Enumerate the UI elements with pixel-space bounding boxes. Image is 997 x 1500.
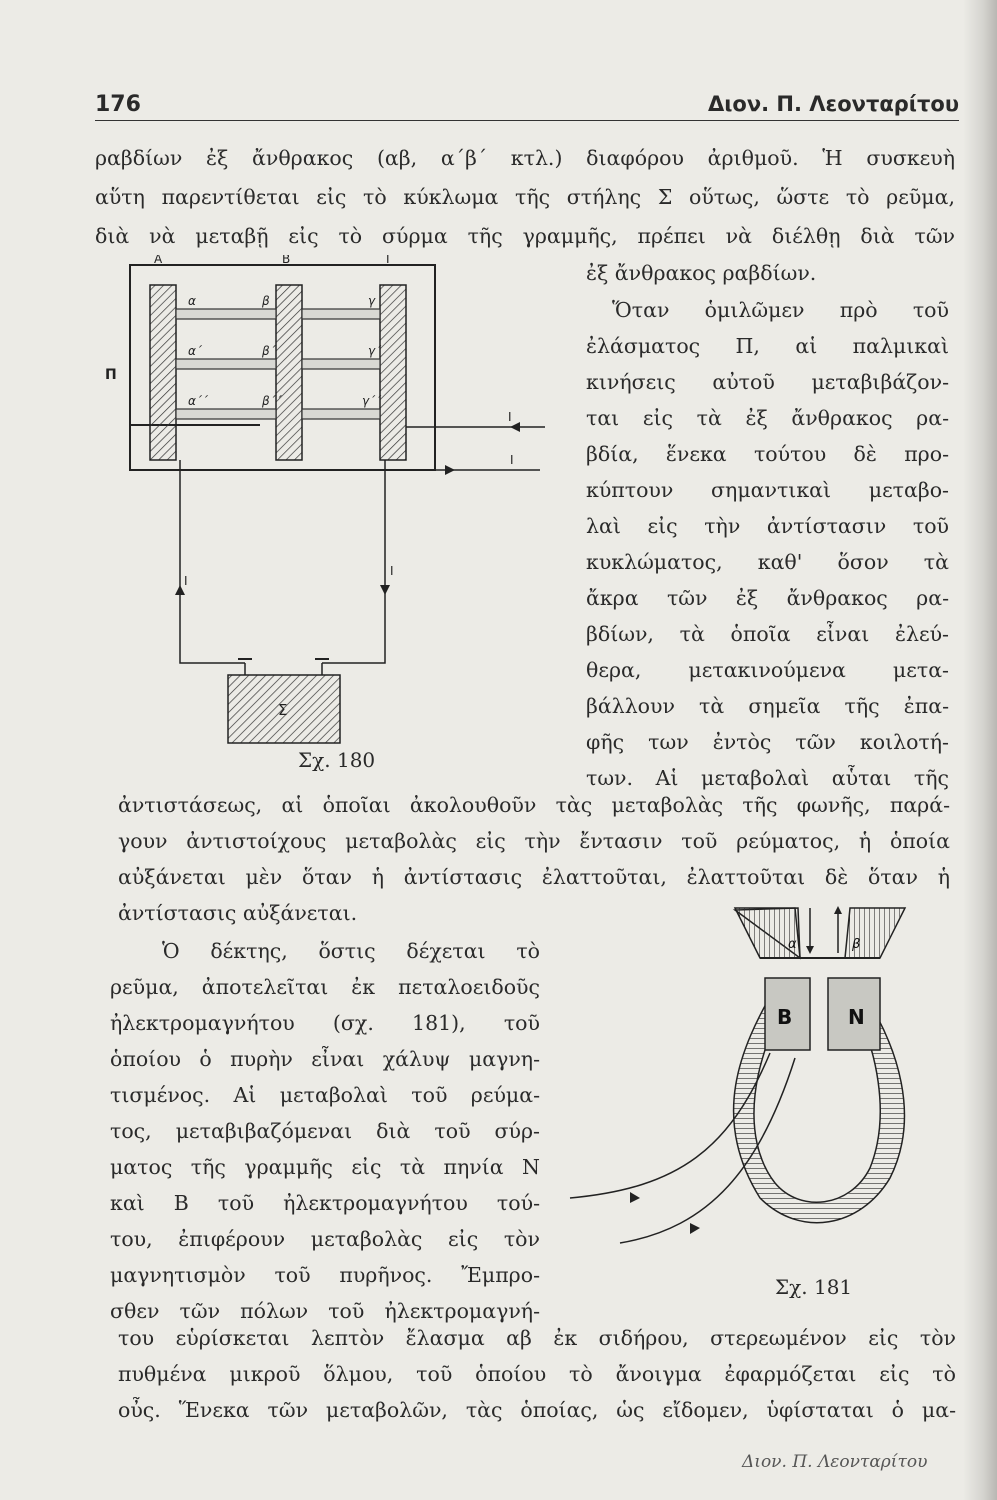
text-line: οὖς. Ἕνεκα τῶν μεταβολῶν, τὰς ὁποίας, ὡς εἴδομεν, ὑφίσταται ὁ μα- (118, 1398, 956, 1422)
text-line: Ὁ δέκτης, ὅστις δέχεται τὸ (162, 939, 540, 963)
fig180-label-g: γ (368, 294, 376, 308)
fig180-label-g1: γ΄ (368, 344, 382, 358)
text-line: ἐξ ἄνθρακος ραβδίων. (586, 261, 817, 285)
fig180-label-G: Γ (386, 255, 393, 266)
fig180-label-g2: γ΄΄ (362, 394, 382, 408)
fig180-label-I: I (508, 410, 512, 424)
page-header (95, 92, 959, 126)
fig180-label-b2: β΄΄ (262, 394, 282, 408)
text-line: ἀντιστάσεως, αἱ ὁποῖαι ἀκολουθοῦν τὰς μεταβολὰς τῆς φωνῆς, παρά- (118, 793, 950, 817)
text-line: διὰ νὰ μεταβῇ εἰς τὸ σύρμα τῆς γραμμῆς, πρέπει νὰ διέλθῃ διὰ τῶν (95, 224, 955, 248)
text-line: μαγνητισμὸν τοῦ πυρῆνος. Ἔμπρο- (110, 1263, 540, 1287)
text-line: γουν ἀντιστοίχους μεταβολὰς εἰς τὴν ἔντασιν τοῦ ρεύματος, ἡ ὁποία (118, 829, 950, 853)
fig180-label-P: Π (105, 367, 117, 383)
text-line: του, ἐπιφέρουν μεταβολὰς εἰς τὸν (110, 1227, 540, 1251)
fig180-label-a2: α΄΄ (188, 394, 208, 408)
text-line: ται εἰς τὰ ἐξ ἄνθρακος ρα- (586, 406, 949, 430)
fig180-label-A: A (154, 255, 163, 266)
header-rule (95, 120, 959, 121)
fig180-label-I: I (390, 564, 394, 578)
text-line: σθεν τῶν πόλων τοῦ ἠλεκτρομαγνή- (110, 1299, 540, 1323)
fig180-label-b: β (262, 294, 270, 308)
fig180-label-a: α (188, 294, 196, 308)
text-line: ἠλεκτρομαγνήτου (σχ. 181), τοῦ (110, 1011, 540, 1035)
text-line: τος, μεταβιβαζόμεναι διὰ τοῦ σύρ- (110, 1119, 540, 1143)
text-line: ἀντίστασις αὐξάνεται. (118, 901, 358, 925)
text-line: πυθμένα μικροῦ ὅλμου, τοῦ ὁποίου τὸ ἄνοιγμα ἐφαρμόζεται εἰς τὸ (118, 1362, 956, 1386)
text-line: κινήσεις αὐτοῦ μεταβιβάζον- (586, 370, 949, 394)
text-line: βάλλουν τὰ σημεῖα τῆς ἐπα- (586, 694, 949, 718)
fig180-label-b1: β΄ (262, 344, 276, 358)
figure-180-caption: Σχ. 180 (298, 748, 376, 772)
text-line: ἄκρα τῶν ἐξ ἄνθρακος ρα- (586, 586, 949, 610)
text-line: βδίων, τὰ ὁποῖα εἶναι ἐλεύ- (586, 622, 949, 646)
owner-stamp: Διον. Π. Λεονταρίτου (742, 1452, 928, 1472)
text-line: φῆς των ἐντὸς τῶν κοιλοτή- (586, 730, 949, 754)
text-line: αὐξάνεται μὲν ὅταν ἡ ἀντίστασις ἐλαττοῦται, ἐλαττοῦται δὲ ὅταν ἡ (118, 865, 950, 889)
fig180-label-I: I (510, 453, 514, 467)
fig181-label-b: β (852, 937, 861, 952)
text-line: κυκλώματος, καθ' ὅσον τὰ (586, 550, 949, 574)
figure-180-circuit (100, 255, 560, 775)
text-line: του εὑρίσκεται λεπτὸν ἔλασμα αβ ἐκ σιδήρου, στερεωμένον εἰς τὸν (118, 1326, 956, 1350)
text-line: καὶ Β τοῦ ἠλεκτρομαγνήτου τού- (110, 1191, 540, 1215)
fig180-label-a1: α΄ (188, 344, 202, 358)
running-head: Διον. Π. Λεονταρίτου (707, 92, 959, 116)
text-line: βδία, ἕνεκα τούτου δὲ προ- (586, 442, 949, 466)
fig181-label-N: Ν (848, 1005, 865, 1029)
figure-181-electromagnet (560, 898, 940, 1258)
text-line: Ὅταν ὁμιλῶμεν πρὸ τοῦ (612, 298, 949, 322)
page-number: 176 (95, 92, 141, 117)
fig180-label-I: I (184, 574, 188, 588)
text-line: ματος τῆς γραμμῆς εἰς τὰ πηνία Ν (110, 1155, 540, 1179)
text-line: των. Αἱ μεταβολαὶ αὗται τῆς (586, 766, 949, 790)
text-line: ἐλάσματος Π, αἱ παλμικαὶ (586, 334, 949, 358)
text-line: κύπτουν σημαντικαὶ μεταβο- (586, 478, 949, 502)
text-line: ὁποίου ὁ πυρὴν εἶναι χάλυψ μαγνη- (110, 1047, 540, 1071)
text-line: λαὶ εἰς τὴν ἀντίστασιν τοῦ (586, 514, 949, 538)
fig181-label-B: Β (777, 1005, 793, 1029)
text-line: αὕτη παρεντίθεται εἰς τὸ κύκλωμα τῆς στήλης Σ οὕτως, ὥστε τὸ ρεῦμα, (95, 185, 955, 209)
figure-181-caption: Σχ. 181 (775, 1275, 853, 1299)
text-line: θερα, μετακινούμενα μετα- (586, 658, 949, 682)
fig180-label-S: Σ (278, 701, 288, 719)
page-edge-shadow (963, 0, 997, 1500)
text-line: ραβδίων ἐξ ἄνθρακος (αβ, α΄β΄ κτλ.) διαφόρου ἀριθμοῦ. Ἡ συσκευὴ (95, 146, 955, 170)
text-line: τισμένος. Αἱ μεταβολαὶ τοῦ ρεύμα- (110, 1083, 540, 1107)
text-line: ρεῦμα, ἀποτελεῖται ἐκ πεταλοειδοῦς (110, 975, 540, 999)
fig181-label-a: α (788, 937, 797, 952)
fig180-label-B: B (282, 255, 291, 266)
